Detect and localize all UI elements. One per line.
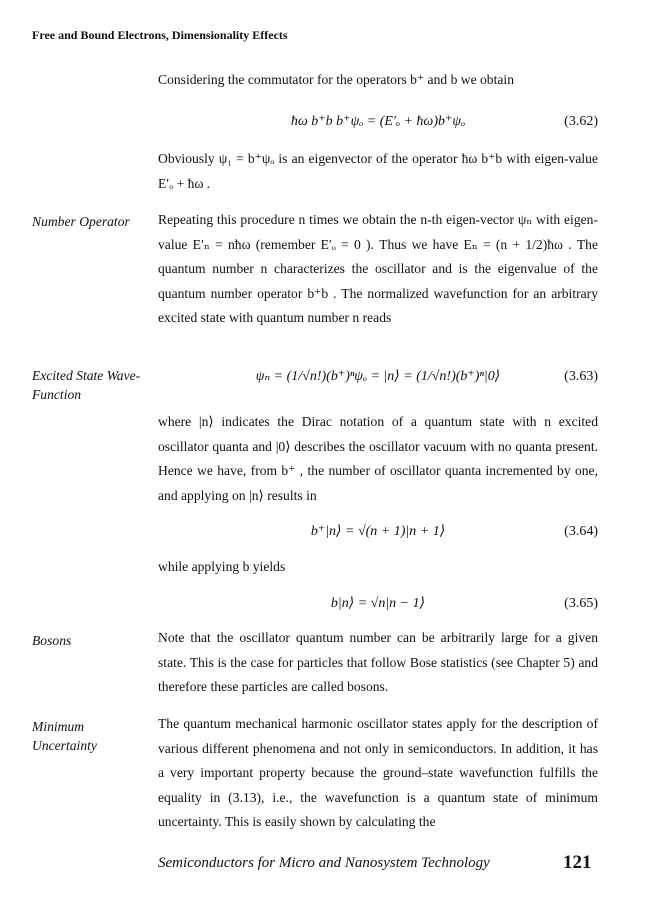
equation-3-64-body: b⁺|n⟩ = √(n + 1)|n + 1⟩ — [310, 524, 446, 539]
paragraph-bosons: Note that the oscillator quantum number can be arbitrarily large for a given state. This is the case for particles that follow Bose statistics (see Chapter 5) and therefore these particles are called bosons. — [158, 630, 598, 694]
equation-3-62 — [158, 110, 598, 134]
equation-3-65-body: b|n⟩ = √n|n − 1⟩ — [330, 596, 426, 611]
equation-3-62-number: (3.62) — [564, 114, 598, 129]
equation-3-64 — [158, 520, 598, 544]
paragraph-dirac-notation: where |n⟩ indicates the Dirac notation of a quantum state with n excited oscillator quanta and |0⟩ describes the oscillator vacuum with no quanta present. Hence we have, from b⁺ , the number of oscillator quanta incremented by one, and applying on |n⟩ results in — [158, 414, 598, 503]
equation-3-65-number: (3.65) — [564, 596, 598, 611]
margin-note-minimum-uncertainty: Minimum Uncertainty — [32, 719, 97, 753]
equation-3-62-body: ħω b⁺b b⁺ψₒ = (E′ₒ + ħω)b⁺ψₒ — [290, 114, 466, 129]
paragraph-number-operator: Repeating this procedure n times we obtain the n-th eigen-vector ψₙ with eigen-value E′ₙ = nħω (remember E′ₒ = 0 ). Thus we have Eₙ = (n + 1/2)ħω . The quantum number n characterizes the oscillator and is the eigenvalue of the quantum number operator b⁺b . The normalized wavefunction for an arbitrary excited state with quantum number n reads — [158, 212, 598, 325]
equation-3-63-number: (3.63) — [564, 369, 598, 384]
equation-3-65 — [158, 592, 598, 616]
margin-note-excited-state: Excited State Wave-Function — [32, 368, 141, 402]
paragraph-intro: Considering the commutator for the operators b⁺ and b we obtain — [158, 72, 514, 87]
equation-3-63-body: ψₙ = (1/√n!)(b⁺)ⁿψₒ = |n⟩ = (1/√n!)(b⁺)ⁿ|0⟩ — [255, 369, 501, 384]
page-number: 121 — [563, 852, 592, 873]
equation-3-63 — [158, 365, 598, 389]
paragraph-minimum-uncertainty: The quantum mechanical harmonic oscillator states apply for the description of various different phenomena and not only in semiconductors. In addition, it has a very important property because the ground–state wavefunction fulfills the equality in (3.13), i.e., the wavefunction is a quantum state of minimum uncertainty. This is easily shown by calculating the — [158, 716, 598, 829]
equation-3-64-number: (3.64) — [564, 524, 598, 539]
paragraph-eigenvector: Obviously ψ₁ = b⁺ψₒ is an eigenvector of the operator ħω b⁺b with eigen-value E′ₒ + ħω . — [158, 151, 598, 191]
margin-note-bosons: Bosons — [32, 633, 72, 648]
margin-note-number-operator: Number Operator — [32, 214, 130, 229]
footer-book-title: Semiconductors for Micro and Nanosystem Technology — [158, 855, 490, 871]
paragraph-applying-b: while applying b yields — [158, 559, 286, 574]
running-header: Free and Bound Electrons, Dimensionality Effects — [32, 28, 288, 42]
